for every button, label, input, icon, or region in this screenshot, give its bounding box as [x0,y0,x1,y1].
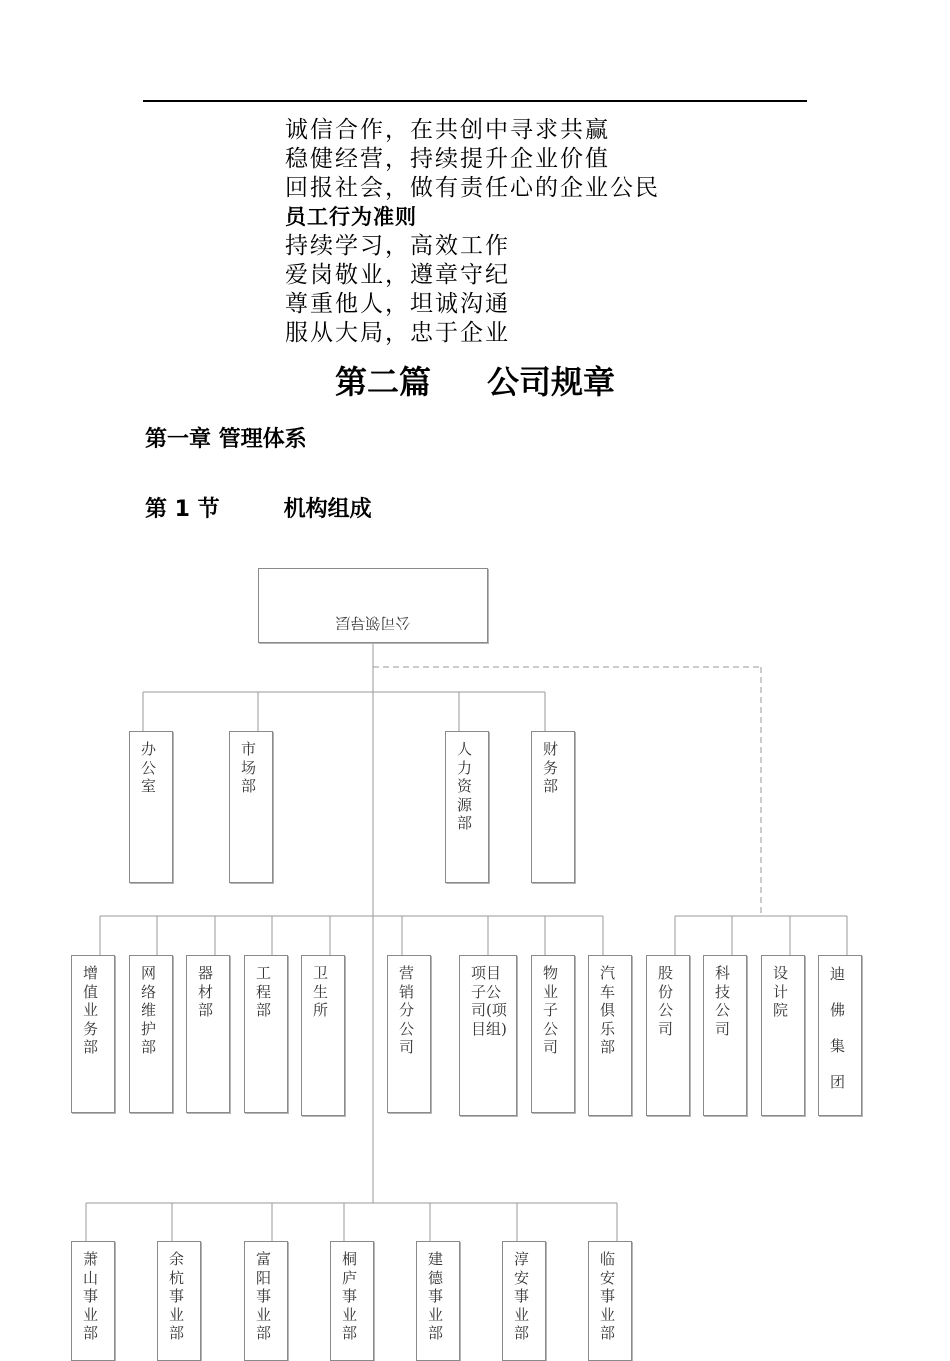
org-box-engineering [244,955,288,1113]
org-box-label: 市场部 [241,740,257,795]
org-box-project-subsidiary [459,955,517,1116]
org-box-label: 物业子公司 [543,964,559,1056]
org-box-label: 财务部 [543,740,559,795]
org-box-division-tonglu [330,1241,374,1361]
org-box-division-linan [588,1241,632,1361]
org-box-division-yuhang [157,1241,201,1361]
org-box-label: 迪佛集团 [830,965,846,1091]
org-box-label: 余杭事业部 [169,1250,185,1342]
org-box-design-institute [761,955,805,1116]
org-box-label: 项目子公司(项目组) [471,964,507,1038]
org-box-label: 萧山事业部 [83,1250,99,1342]
chapter-heading: 第一章 管理体系 [145,427,307,452]
org-root-label: 公司领导层 [335,614,411,632]
org-box-property [531,955,575,1113]
org-box-label: 淳安事业部 [514,1250,530,1342]
org-box-label: 办公室 [141,740,157,795]
conduct-line: 尊重他人，坦诚沟通 [285,291,510,317]
org-box-label: 增值业务部 [83,964,99,1056]
org-box-marketing [229,731,273,883]
org-box-finance [531,731,575,883]
org-box-division-jiande [416,1241,460,1361]
org-box-label: 汽车俱乐部 [600,964,616,1056]
org-box-label: 器材部 [198,964,214,1019]
org-box-label: 临安事业部 [600,1250,616,1342]
org-box-label: 桐庐事业部 [342,1250,358,1342]
org-box-label: 科技公司 [715,964,731,1038]
org-box-office [129,731,173,883]
org-box-auto-club [588,955,632,1116]
org-box-difo-group [818,955,862,1116]
section-title: 机构组成 [283,497,372,522]
part-name: 公司规章 [487,363,616,401]
conduct-line: 持续学习，高效工作 [285,233,510,259]
org-box-label: 营销分公司 [399,964,415,1056]
org-box-clinic [301,955,345,1116]
org-box-division-chunan [502,1241,546,1361]
value-line: 诚信合作，在共创中寻求共赢 [285,117,610,143]
org-box-label: 股份公司 [658,964,674,1038]
org-box-label: 设计院 [773,964,789,1019]
org-box-vas [71,955,115,1113]
org-box-division-xiaoshan [71,1241,115,1361]
org-box-label: 卫生所 [313,964,329,1019]
org-root-box [258,568,488,643]
org-box-hr [445,731,489,883]
value-line: 稳健经营，持续提升企业价值 [285,146,610,172]
conduct-line: 爱岗敬业，遵章守纪 [285,262,510,288]
conduct-heading: 员工行为准则 [285,205,417,229]
org-box-division-fuyang [244,1241,288,1361]
org-box-tech [703,955,747,1116]
org-box-label: 富阳事业部 [256,1250,272,1342]
org-box-holding [646,955,690,1116]
org-box-equipment [186,955,230,1113]
org-box-label: 人力资源部 [457,740,473,832]
org-box-label: 建德事业部 [428,1250,444,1342]
section-number: 第 1 节 [145,497,220,522]
org-box-label: 工程部 [256,964,272,1019]
part-number: 第二篇 [334,363,431,401]
org-box-label: 网络维护部 [141,964,157,1056]
value-line: 回报社会，做有责任心的企业公民 [285,175,660,201]
org-box-sales-branch [387,955,431,1113]
conduct-line: 服从大局，忠于企业 [285,320,510,346]
org-box-network [129,955,173,1113]
